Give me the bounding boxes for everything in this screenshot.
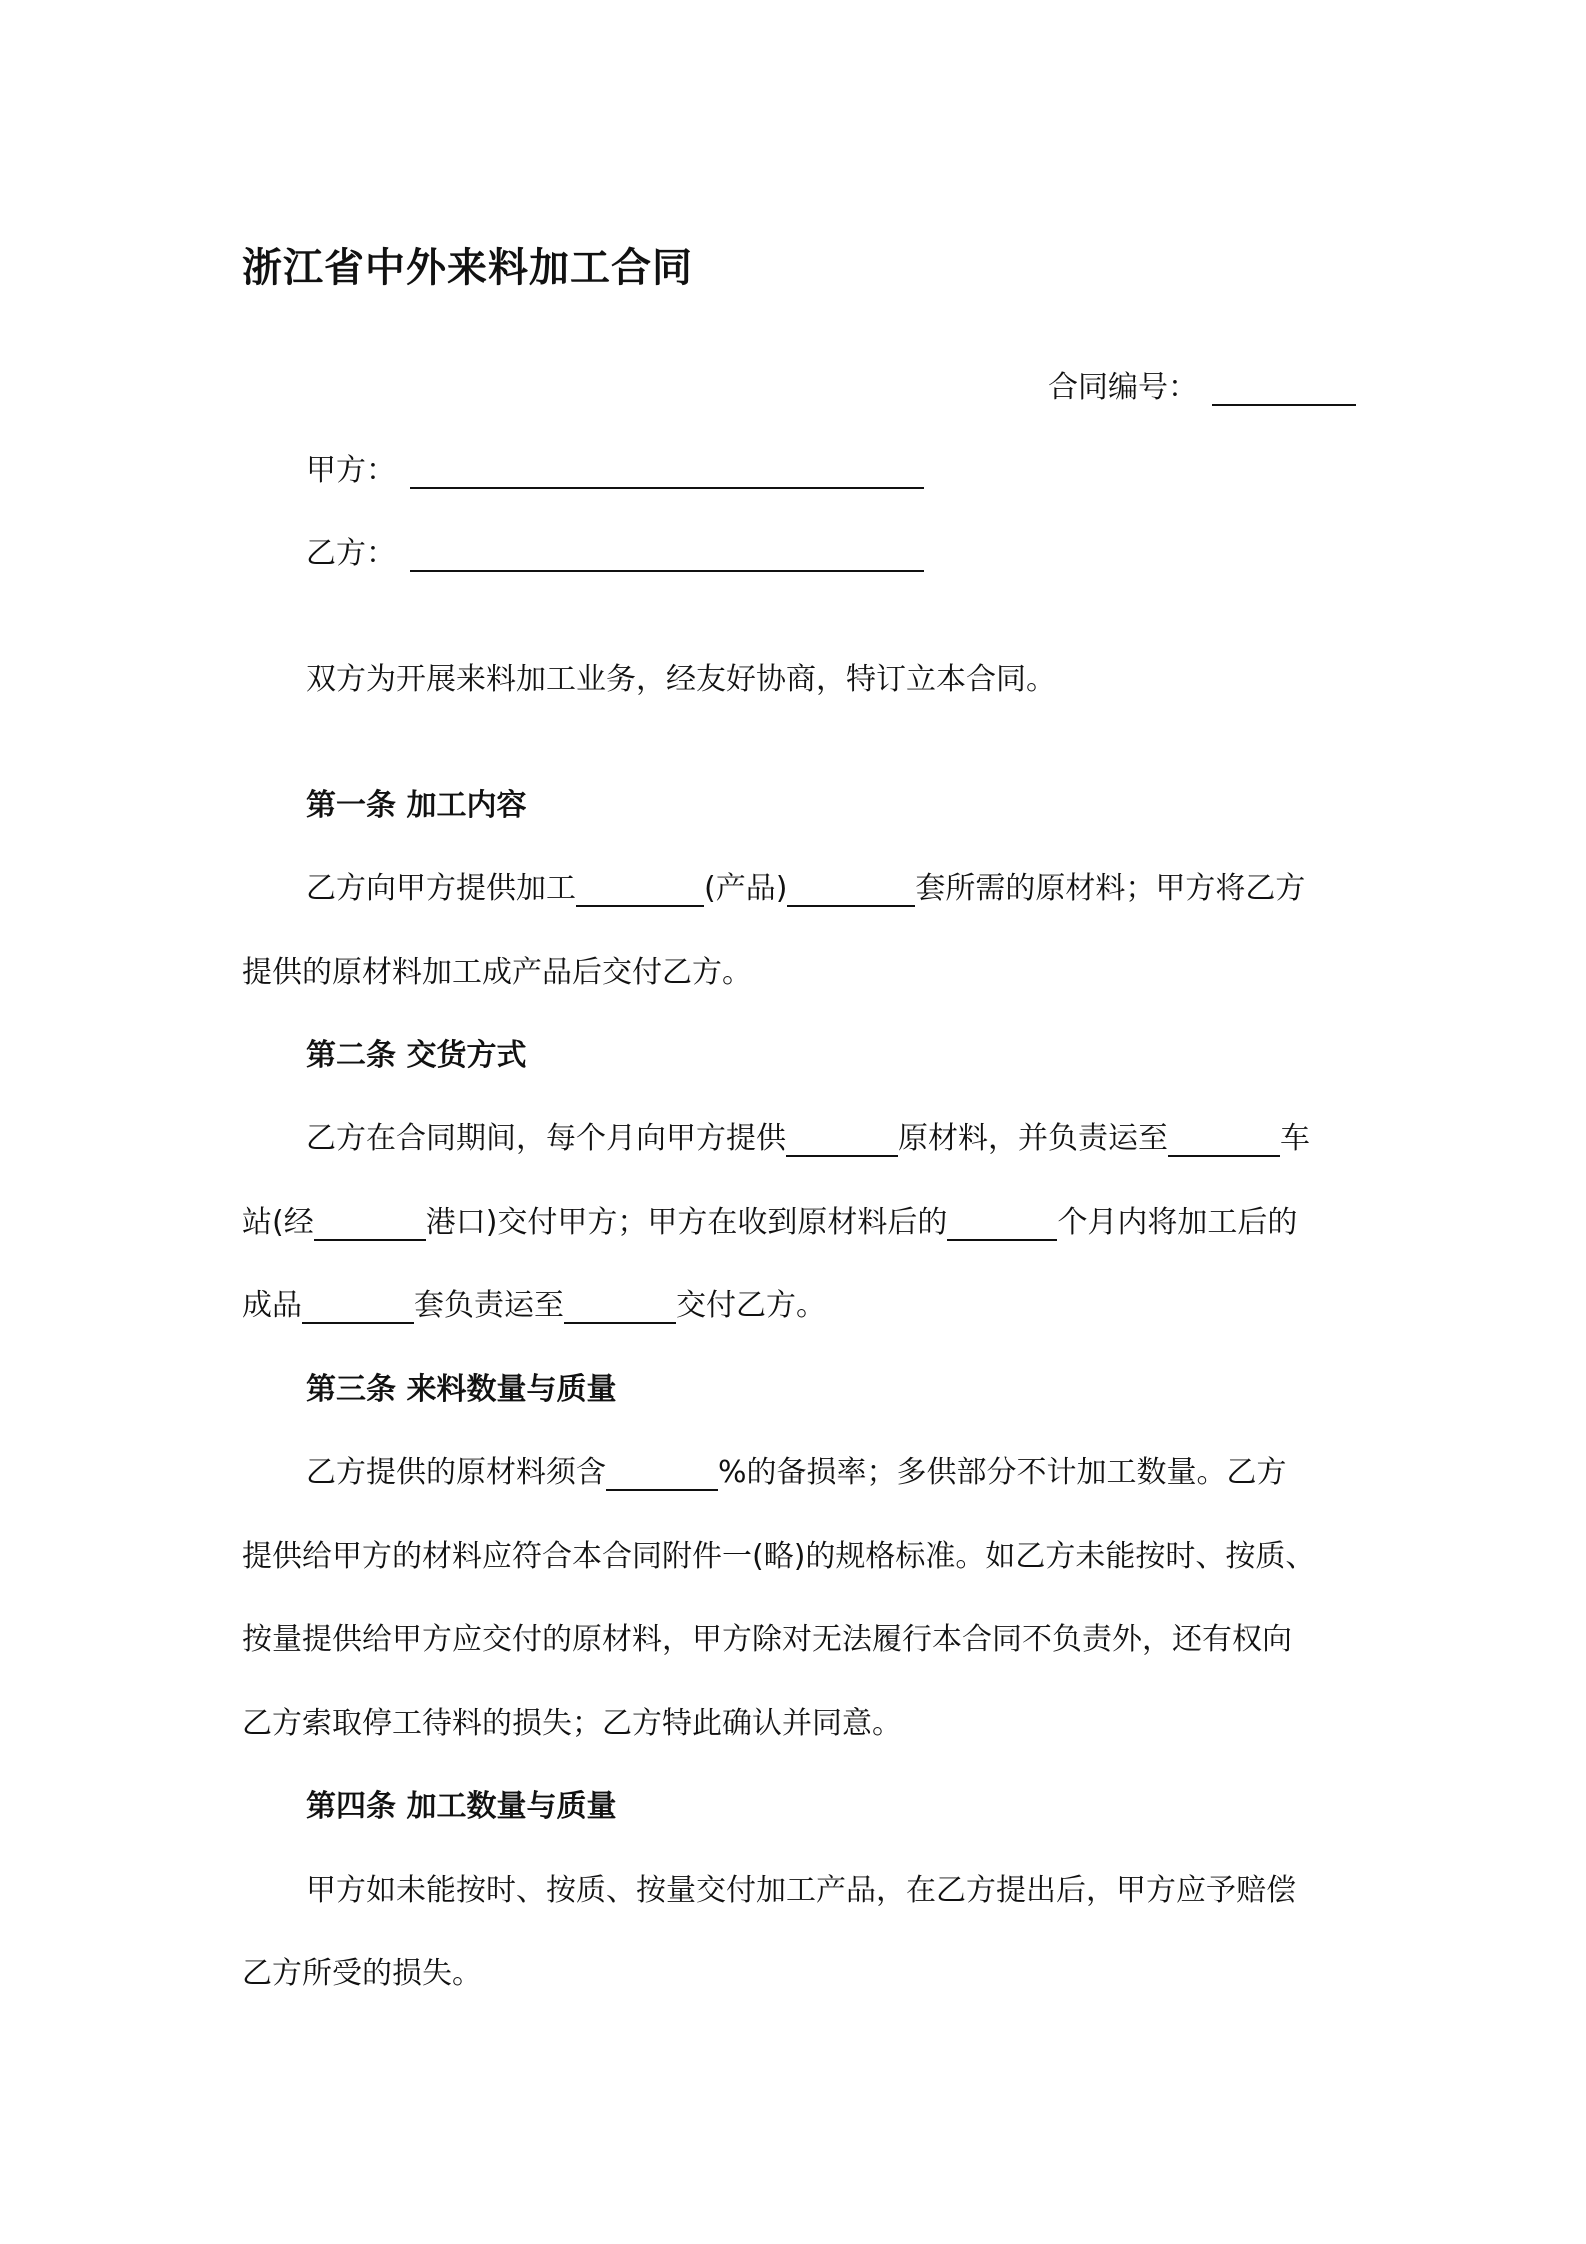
- article-4-line-1: 甲方如未能按时、按质、按量交付加工产品，在乙方提出后，甲方应予赔偿: [306, 1873, 1296, 1908]
- text-segment: (产品): [704, 871, 788, 906]
- product-quantity-blank[interactable]: [787, 873, 915, 907]
- destination-blank[interactable]: [564, 1290, 676, 1324]
- product-name-blank[interactable]: [576, 873, 704, 907]
- article-3-heading: 第三条 来料数量与质量: [306, 1372, 617, 1407]
- text-segment: 套负责运至: [414, 1288, 564, 1323]
- station-blank[interactable]: [1168, 1123, 1280, 1157]
- party-a-label: 甲方：: [306, 453, 396, 488]
- finished-quantity-blank[interactable]: [302, 1290, 414, 1324]
- contract-number-field: [1048, 362, 1356, 406]
- loss-rate-blank[interactable]: [606, 1457, 718, 1491]
- party-b-blank[interactable]: [410, 534, 924, 572]
- article-3-line-3: 按量提供给甲方应交付的原材料，甲方除对无法履行本合同不负责外，还有权向: [242, 1622, 1292, 1657]
- document-title: 浙江省中外来料加工合同: [242, 245, 693, 291]
- text-segment: 车: [1280, 1121, 1310, 1156]
- text-segment: 乙方提供的原材料须含: [306, 1455, 606, 1490]
- material-blank[interactable]: [786, 1123, 898, 1157]
- party-b-label: 乙方：: [306, 536, 396, 571]
- article-3-line-2: 提供给甲方的材料应符合本合同附件一(略)的规格标准。如乙方未能按时、按质、: [242, 1539, 1316, 1574]
- text-segment: 乙方向甲方提供加工: [306, 871, 576, 906]
- text-segment: 乙方在合同期间，每个月向甲方提供: [306, 1121, 786, 1156]
- text-segment: %的备损率；多供部分不计加工数量。乙方: [718, 1455, 1287, 1490]
- article-2-line-1: [306, 1113, 1310, 1157]
- article-2-line-2: [242, 1197, 1297, 1241]
- text-segment: 原材料，并负责运至: [898, 1121, 1168, 1156]
- article-3-line-1: [306, 1447, 1287, 1491]
- text-segment: 交付乙方。: [676, 1288, 826, 1323]
- party-a-field: [306, 445, 924, 489]
- article-4-heading: 第四条 加工数量与质量: [306, 1789, 617, 1824]
- party-b-field: [306, 528, 924, 572]
- article-1-line-2: 提供的原材料加工成产品后交付乙方。: [242, 955, 752, 990]
- article-1-heading: 第一条 加工内容: [306, 788, 527, 823]
- contract-number-blank[interactable]: [1212, 372, 1356, 406]
- article-1-line-1: [306, 863, 1305, 907]
- intro-paragraph: 双方为开展来料加工业务，经友好协商，特订立本合同。: [306, 662, 1056, 697]
- text-segment: 个月内将加工后的: [1057, 1205, 1298, 1240]
- months-blank[interactable]: [947, 1207, 1057, 1241]
- article-2-heading: 第二条 交货方式: [306, 1038, 527, 1073]
- text-segment: 成品: [242, 1288, 302, 1323]
- text-segment: 站(经: [242, 1205, 314, 1240]
- text-segment: 套所需的原材料；甲方将乙方: [915, 871, 1306, 906]
- article-4-line-2: 乙方所受的损失。: [242, 1956, 482, 1991]
- party-a-blank[interactable]: [410, 451, 924, 489]
- contract-number-label: 合同编号：: [1048, 370, 1198, 405]
- text-segment: 港口)交付甲方；甲方在收到原材料后的: [425, 1205, 948, 1240]
- article-3-line-4: 乙方索取停工待料的损失；乙方特此确认并同意。: [242, 1706, 902, 1741]
- port-blank[interactable]: [314, 1207, 426, 1241]
- article-2-line-3: [242, 1280, 826, 1324]
